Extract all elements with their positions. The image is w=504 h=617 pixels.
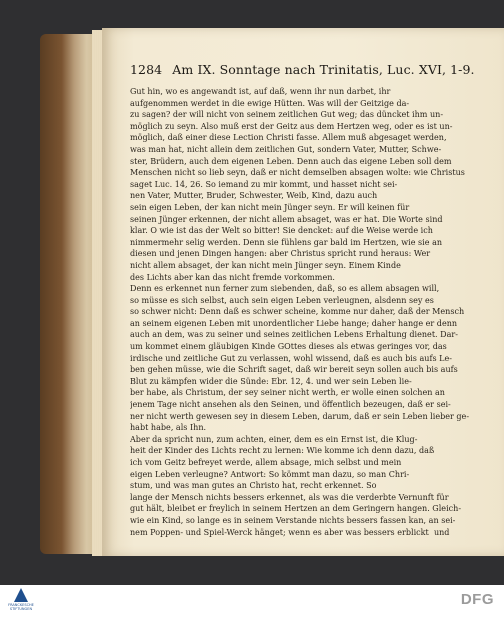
text-line: klar. O wie ist das der Welt so bitter! Sie dencket: auf die Weise werde ich (130, 226, 433, 236)
book-page (102, 28, 504, 556)
page-body-text (130, 86, 473, 538)
text-line: möglich zu seyn. Also muß erst der Geitz aus dem Hertzen weg, oder es ist un- (130, 121, 453, 131)
text-line: eigen Leben verleugne? Antwort: So kömmt man dazu, so man Chri- (130, 469, 410, 479)
text-line: seinen Jünger erkennen, der nicht allem absaget, was er hat. Die Worte sind (130, 214, 443, 224)
text-line: an seinem eigenen Leben mit unordentlicher Liebe hange; daher hange er denn (130, 318, 458, 328)
text-line: um kommet einem gläubigen Kinde GOttes dieses als etwas geringes vor, das (130, 342, 447, 352)
viewer-footer (0, 585, 504, 617)
text-line: nicht allem absaget, der kan nicht mein Jünger seyn. Einem Kinde (130, 260, 401, 270)
page-number: 1284 (130, 62, 163, 77)
francke-logo-caption: FRANCKESCHE STIFTUNGEN (8, 603, 34, 611)
text-line: nen Vater, Mutter, Bruder, Schwester, Weib, Kind, dazu auch (130, 191, 378, 201)
text-line: ster, Brüdern, auch dem eigenen Leben. Denn auch das eigene Leben soll dem (130, 156, 452, 166)
text-line: des Lichts aber kan das nicht fremde vorkommen. (130, 272, 335, 282)
text-line: jenem Tage nicht ansehen als den Seinen, und öffentlich bezeugen, daß er sei- (130, 400, 451, 410)
text-line: so müsse es sich selbst, auch sein eigen Leben verleugnen, alsdenn sey es (130, 295, 434, 305)
text-line: saget Luc. 14, 26. So iemand zu mir kommt, und hasset nicht sei- (130, 179, 398, 189)
text-line: sein eigen Leben, der kan nicht mein Jünger seyn. Er will keinen für (130, 202, 410, 212)
text-line: ich vom Geitz befreyet werde, allem absage, mich selbst und mein (130, 458, 402, 467)
text-line: irdische und zeitliche Gut zu verlassen, wohl wissend, daß es auch bis aufs Le- (130, 353, 452, 363)
book-scan (40, 28, 504, 556)
text-line: gut hält, bleibet er freylich in seinem Hertzen an dem Geringern hangen. Gleich- (130, 504, 462, 514)
francke-emblem-icon (14, 588, 28, 602)
francke-foundation-logo[interactable] (8, 588, 34, 614)
text-line: diesen und jenen Dingen hangen: aber Christus spricht rund heraus: Wer (130, 249, 431, 259)
text-line: lange der Mensch nichts bessers erkennet, als was die verderbte Vernunft für (130, 492, 449, 502)
text-line: aufgenommen werdet in die ewige Hütten. Was will der Geitzige da- (130, 98, 410, 108)
text-line: habt habe, als Ihn. (130, 423, 207, 433)
text-line: zu sagen? der will nicht von seinem zeitlichen Gut weg; das düncket ihm un- (130, 110, 444, 120)
text-line: Gut hin, wo es angewandt ist, auf daß, wenn ihr nun darbet, ihr (130, 87, 391, 96)
dfg-logo[interactable]: DFG (460, 591, 494, 608)
text-line: möglich, daß einer diese Lection Christi fasse. Allem muß abgesaget werden, (130, 133, 447, 143)
text-line: auch an dem, was zu seiner und seines zeitlichen Lebens Erhaltung dienet. Dar- (130, 330, 458, 340)
text-line: stum, und was man gutes an Christo hat, recht erkennet. So (130, 481, 377, 491)
text-line: was man hat, nicht allein dem zeitlichen Gut, sondern Vater, Mutter, Schwe- (130, 144, 442, 154)
text-line: Aber da spricht nun, zum achten, einer, dem es ein Ernst ist, die Klug- (130, 434, 418, 444)
text-line: Denn es erkennet nun ferner zum siebenden, daß, so es allem absagen will, (130, 284, 440, 294)
text-line: nem Poppen- und Spiel-Werck hänget; wenn es aber was bessers erblickt (130, 527, 429, 537)
text-line: ben gehen müsse, wie die Schrift saget, daß wir bereit seyn sollen auch bis aufs (130, 365, 458, 375)
text-line: ber habe, als Christum, der sey seiner nicht werth, er wolle einen solchen an (130, 388, 445, 398)
text-line: heit der Kinder des Lichts recht zu lernen: Wie komme ich denn dazu, daß (130, 446, 435, 456)
text-line: nimmermehr selig werden. Denn sie fühlens gar bald im Hertzen, wie sie an (130, 237, 443, 247)
text-line: Blut zu kämpfen wider die Sünde: Ebr. 12, 4. und wer sein Leben lie- (130, 376, 412, 386)
text-line: ner nicht werth gewesen sey in diesem Leben, darum, daß er sein Leben lieber ge- (130, 411, 470, 421)
text-line: so schwer nicht: Denn daß es schwer scheine, komme nur daher, daß der Mensch (130, 307, 465, 317)
text-line: wie ein Kind, so lange es in seinem Verstande nichts bessers fassen kan, an sei- (130, 515, 456, 525)
page-header (130, 62, 475, 77)
running-title: Am IX. Sonntage nach Trinitatis, Luc. XVI, 1-9. (172, 62, 475, 77)
text-line: Menschen nicht so lieb seyn, daß er nicht demselben absagen wolte: wie Christus (130, 168, 465, 178)
catchword: und (434, 528, 450, 537)
